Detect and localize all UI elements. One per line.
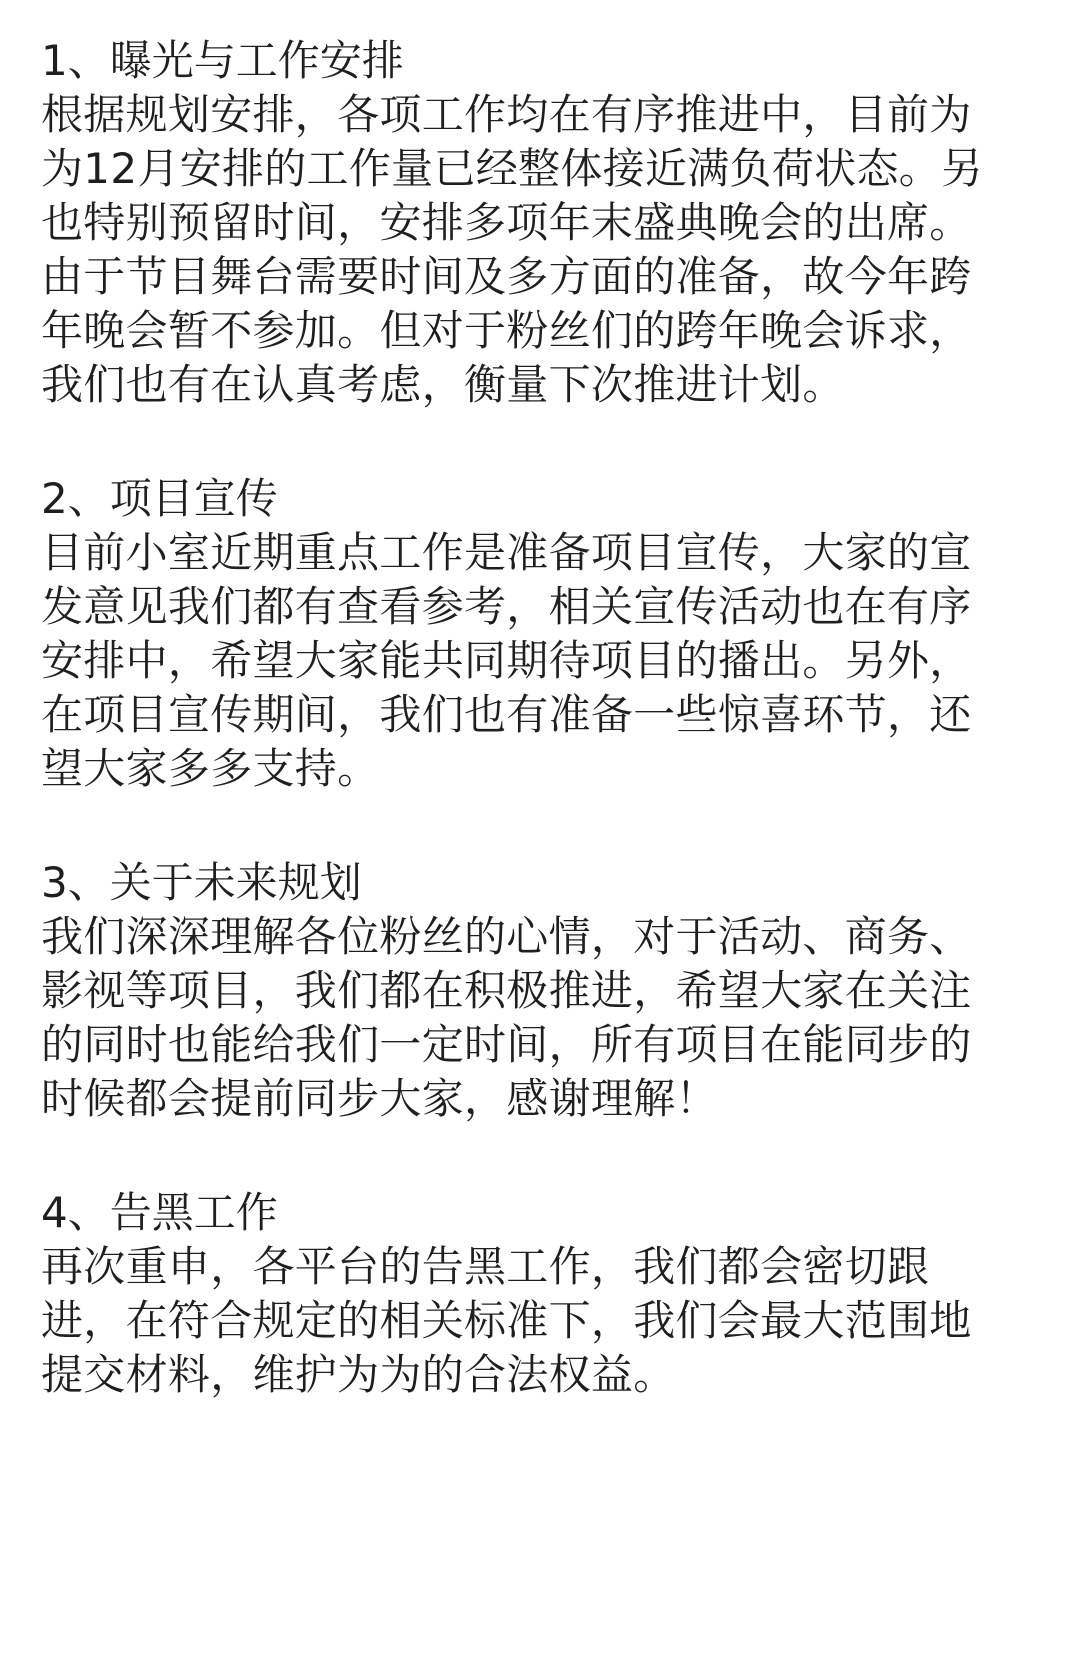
body-line: 进，在符合规定的相关标准下，我们会最大范围地: [41, 1296, 972, 1345]
body-line: 再次重申，各平台的告黑工作，我们都会密切跟: [41, 1242, 930, 1291]
section-body: [41, 88, 1051, 412]
section-anti-defamation: [41, 1186, 1051, 1402]
body-line: 时候都会提前同步大家，感谢理解！: [41, 1074, 718, 1123]
section-exposure-and-schedule: [41, 34, 1051, 412]
section-heading: 1、曝光与工作安排: [41, 36, 404, 85]
body-line: 我们深深理解各位粉丝的心情，对于活动、商务、: [41, 912, 972, 961]
body-line: 为12月安排的工作量已经整体接近满负荷状态。另: [41, 144, 984, 193]
body-line: 发意见我们都有查看参考，相关宣传活动也在有序: [41, 582, 972, 631]
body-line: 在项目宣传期间，我们也有准备一些惊喜环节，还: [41, 690, 972, 739]
body-line: 望大家多多支持。: [41, 744, 380, 793]
body-line: 提交材料，维护为为的合法权益。: [41, 1350, 676, 1399]
section-body: [41, 526, 1051, 796]
section-heading: 2、项目宣传: [41, 474, 278, 523]
section-future-plans: [41, 856, 1051, 1126]
section-project-promotion: [41, 472, 1051, 796]
body-line: 我们也有在认真考虑，衡量下次推进计划。: [41, 360, 845, 409]
body-line: 影视等项目，我们都在积极推进，希望大家在关注: [41, 966, 972, 1015]
body-line: 年晚会暂不参加。但对于粉丝们的跨年晚会诉求，: [41, 306, 972, 355]
body-line: 的同时也能给我们一定时间，所有项目在能同步的: [41, 1020, 972, 1069]
body-line: 安排中，希望大家能共同期待项目的播出。另外，: [41, 636, 972, 685]
announcement-document: [41, 34, 1051, 1402]
section-body: [41, 1240, 1051, 1402]
body-line: 由于节目舞台需要时间及多方面的准备，故今年跨: [41, 252, 972, 301]
section-heading: 3、关于未来规划: [41, 858, 362, 907]
section-heading: 4、告黑工作: [41, 1188, 278, 1237]
section-body: [41, 910, 1051, 1126]
body-line: 也特别预留时间，安排多项年末盛典晚会的出席。: [41, 198, 972, 247]
body-line: 目前小室近期重点工作是准备项目宣传，大家的宣: [41, 528, 972, 577]
body-line: 根据规划安排，各项工作均在有序推进中，目前为: [41, 90, 972, 139]
